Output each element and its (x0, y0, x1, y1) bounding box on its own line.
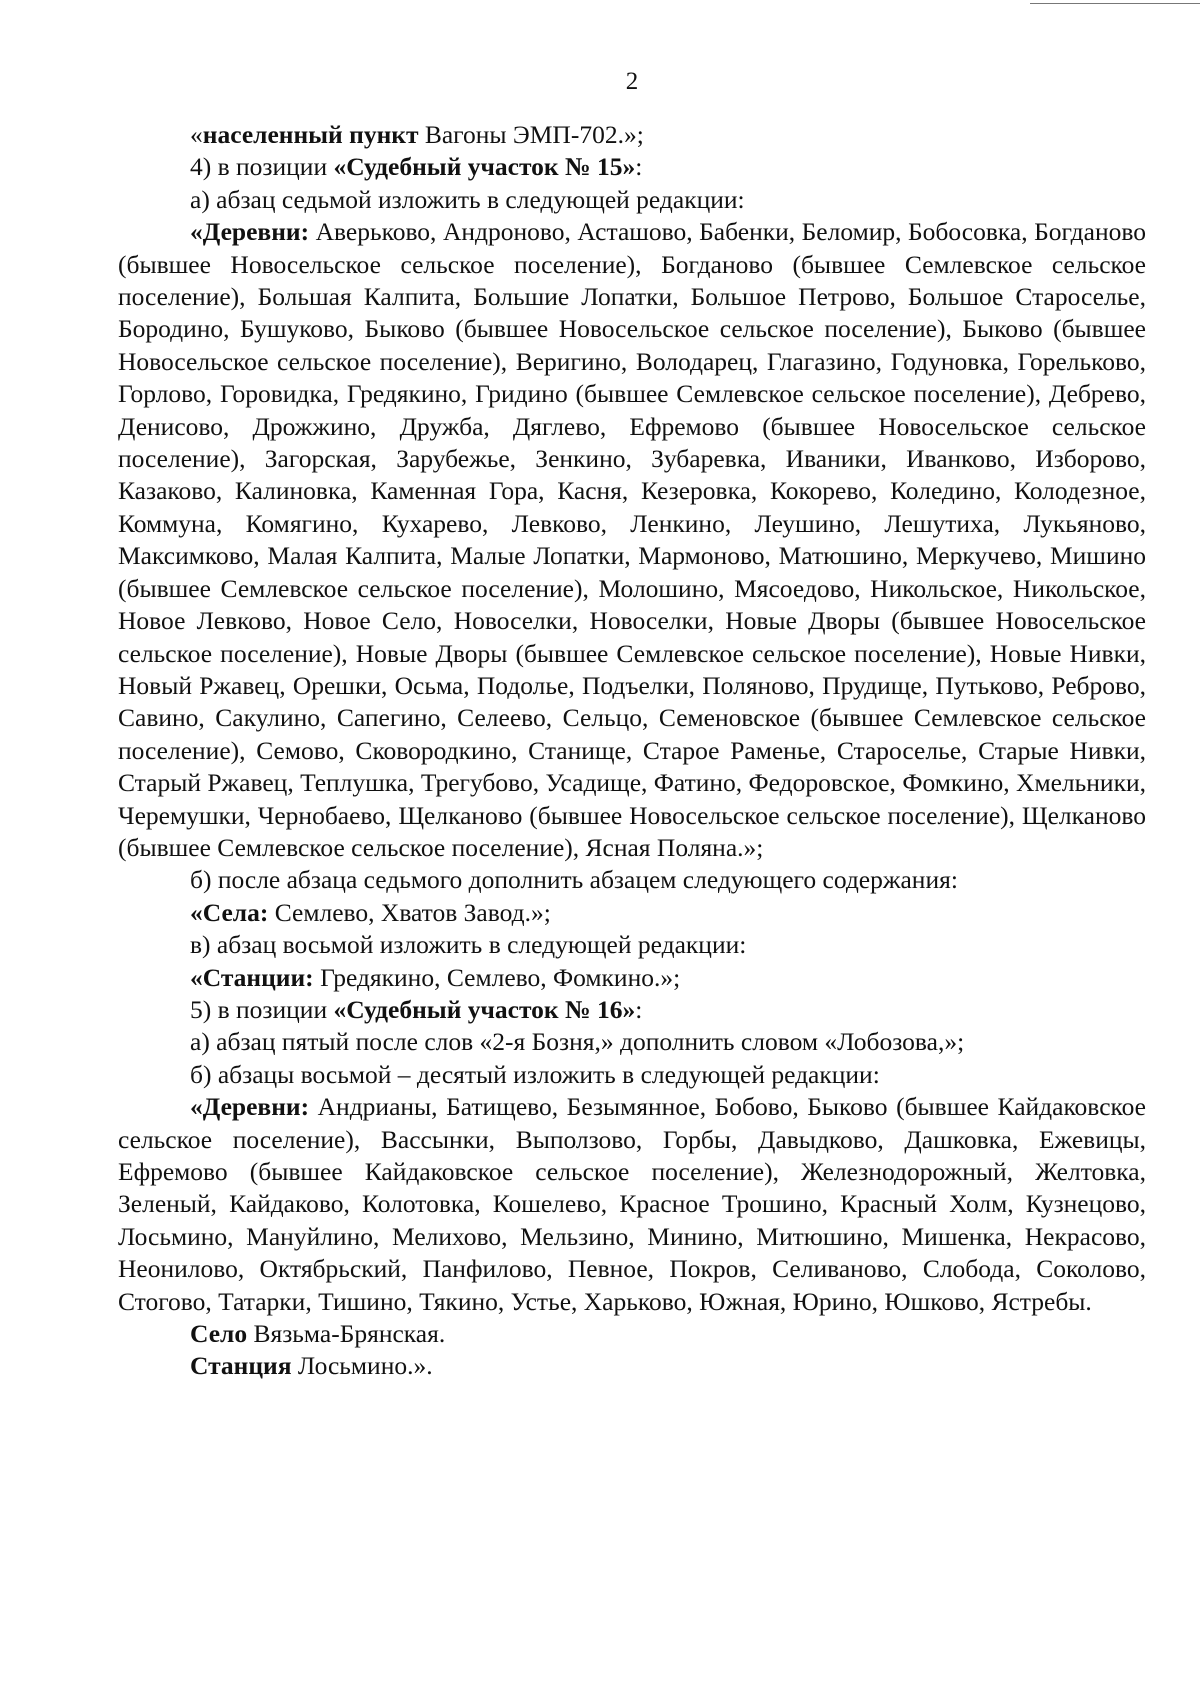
page-number: 2 (625, 68, 639, 95)
item-tail: : (635, 152, 643, 182)
bold-term: «Деревни: (190, 1092, 310, 1122)
bold-term: «Станции: (190, 962, 314, 992)
top-edge-rule (1030, 3, 1200, 4)
villages-list-district-15 (118, 216, 1146, 864)
stations-list (118, 962, 1146, 994)
subitem-a-seventh-paragraph: а) абзац седьмой изложить в следующей редакции: (190, 184, 745, 214)
stations-text: Гредякино, Семлево, Фомкино.»; (313, 962, 681, 992)
station-losmino (118, 1350, 1146, 1382)
bold-term: Село (190, 1319, 248, 1349)
document-body (118, 119, 1146, 1383)
subitem-a-fifth-paragraph: а) абзац пятый после слов «2-я Бозня,» дополнить словом «Лобозова,»; (190, 1027, 965, 1057)
paragraph-text: Вагоны ЭМП-702.»; (418, 120, 644, 149)
item-lead: 4) в позиции (190, 152, 334, 182)
selo-list (118, 897, 1146, 929)
bold-term: Станция (190, 1351, 292, 1381)
item-tail: : (635, 994, 643, 1024)
subitem-b-eighth-tenth: б) абзацы восьмой – десятый изложить в следующей редакции: (190, 1059, 880, 1089)
selo-text: Семлево, Хватов Завод.»; (268, 897, 551, 927)
subitem-v-eighth-paragraph: в) абзац восьмой изложить в следующей редакции: (190, 930, 747, 960)
bold-term: населенный пункт (202, 120, 419, 149)
subitem-b-after-seventh: б) после абзаца седьмого дополнить абзацем следующего содержания: (190, 865, 958, 895)
bold-term: «Деревни: (190, 217, 310, 247)
selo-vyazma-bryanskaya (118, 1318, 1146, 1350)
villages-list-district-16 (118, 1091, 1146, 1318)
station-text: Лосьмино.». (291, 1351, 433, 1381)
selo-text: Вязьма-Брянская. (247, 1319, 446, 1349)
open-quote: « (190, 120, 203, 149)
item-4-court-district-15 (118, 151, 1146, 183)
paragraph-settlement-wagons (118, 119, 1146, 151)
item-lead: 5) в позиции (190, 994, 334, 1024)
bold-term: «Села: (190, 897, 269, 927)
villages-text: Андрианы, Батищево, Безымянное, Бобово, Быково (бывшее Кайдаковское сельское поселение), Вассынки, Выползово, Горбы, Давыдково, Дашковка, Ежевицы, Ефремово (бывшее Кайдаковское сельское поселение), Железнодорожный, Желтовка, Зеленый, Кайдаково, Колотовка, Кошелево, Красное Трошино, Красный Холм, Кузнецово, Лосьмино, Мануйлино, Мелихово, Мельзино, Минино, Митюшино, Мишенка, Некрасово, Неонилово, Октябрьский, Панфилово, Певное, Покров, Селиваново, Слобода, Соколово, Стогово, Татарки, Тишино, Тякино, Устье, Харьково, Южная, Юрино, Юшково, Ястребы. (118, 1092, 1146, 1316)
villages-text: Аверьково, Андроново, Асташово, Бабенки, Беломир, Бобосовка, Богданово (бывшее Новосельское сельское поселение), Богданово (бывшее Семлевское сельское поселение), Большая Калпита, Большие Лопатки, Большое Петрово, Большое Староселье, Бородино, Бушуково, Быково (бывшее Новосельское сельское поселение), Быково (бывшее Новосельское сельское поселение), Веригино, Володарец, Глагазино, Годуновка, Горельково, Горлово, Горовидка, Гредякино, Гридино (бывшее Семлевское сельское поселение), Дебрево, Денисово, Дрожжино, Дружба, Дяглево, Ефремово (бывшее Новосельское сельское поселение), Загорская, Зарубежье, Зенкино, Зубаревка, Иваники, Иванково, Изборово, Казаково, Калиновка, Каменная Гора, Касня, Кезеровка, Кокорево, Коледино, Колодезное, Коммуна, Комягино, Кухарево, Левково, Ленкино, Леушино, Лешутиха, Лукьяново, Максимково, Малая Калпита, Малые Лопатки, Мармоново, Матюшино, Меркучево, Мишино (бывшее Семлевское сельское поселение), Молошино, Мясоедово, Никольское, Никольское, Новое Левково, Новое Село, Новоселки, Новоселки, Новые Дворы (бывшее Новосельское сельское поселение), Новые Дворы (бывшее Семлевское сельское поселение), Новые Нивки, Новый Ржавец, Орешки, Осьма, Подолье, Подъелки, Поляново, Прудище, Путьково, Реброво, Савино, Сакулино, Сапегино, Селеево, Сельцо, Семеновское (бывшее Семлевское сельское поселение), Семово, Сковородкино, Станище, Старое Раменье, Староселье, Старые Нивки, Старый Ржавец, Теплушка, Трегубово, Усадище, Фатино, Федоровское, Фомкино, Хмельники, Черемушки, Чернобаево, Щелканово (бывшее Новосельское сельское поселение), Щелканово (бывшее Семлевское сельское поселение), Ясная Поляна.»; (118, 217, 1146, 862)
bold-term: «Судебный участок № 15» (333, 152, 636, 182)
item-5-court-district-16 (118, 994, 1146, 1026)
bold-term: «Судебный участок № 16» (333, 994, 636, 1024)
